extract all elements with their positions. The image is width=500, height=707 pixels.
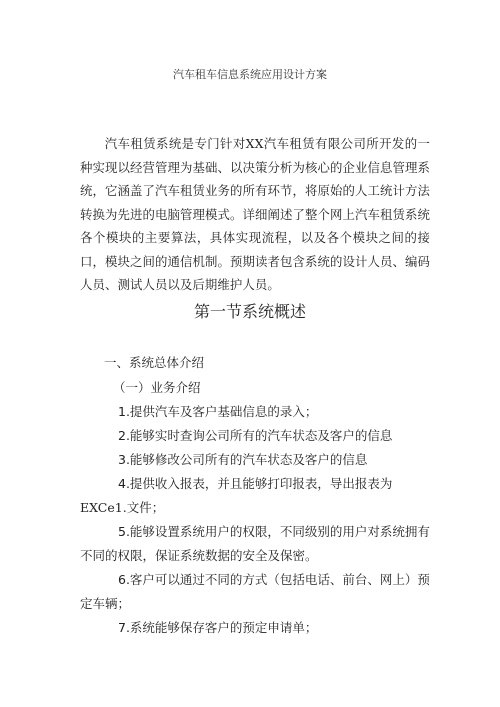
list-item-text: .能够实时查询公司所有的汽车状态及客户的信息	[125, 428, 393, 443]
list-item	[80, 448, 432, 472]
list-item-number: 1	[118, 404, 126, 419]
list-item-number: 3	[118, 452, 126, 467]
feature-list	[80, 400, 432, 640]
list-item-number: 7	[118, 620, 126, 635]
intro-paragraph: 汽车租赁系统是专门针对XX汽车租赁有限公司所开发的一种实现以经营管理为基础、以决策分析为核心的企业信息管理系统，它涵盖了汽车租赁业务的所有环节，将原始的人工统计方法转换为先进的电脑管理模式。详细阐述了整个网上汽车租赁系统各个模块的主要算法，具体实现流程，以及各个模块之间的接口，模块之间的通信机制。预期读者包含系统的设计人员、编码人员、测试人员以及后期维护人员。	[80, 136, 430, 292]
list-item-number: 6	[118, 572, 126, 587]
list-item-number: 4	[118, 476, 126, 491]
list-item-text: .系统能够保存客户的预定申请单；	[125, 620, 318, 635]
list-item	[80, 568, 432, 616]
outline-level-1-heading: 一、系统总体介绍	[104, 355, 205, 370]
list-item-text: .提供收入报表，并且能够打印报表，导出报表为EXCe1.文件；	[80, 476, 393, 515]
list-item	[80, 400, 432, 424]
list-item-text: .提供汽车及客户基础信息的录入；	[125, 404, 318, 419]
outline-level-2-heading: （一）业务介绍	[113, 380, 201, 395]
section-heading: 第一节系统概述	[193, 302, 306, 321]
list-item	[80, 520, 432, 568]
list-item-number: 5	[118, 524, 126, 539]
list-item-number: 2	[118, 428, 126, 443]
list-item-text: .能够修改公司所有的汽车状态及客户的信息	[125, 452, 368, 467]
list-item	[80, 472, 432, 520]
list-item-text: .客户可以通过不同的方式（包括电话、前台、网上）预定车辆；	[80, 572, 430, 611]
list-item	[80, 424, 432, 448]
list-item	[80, 616, 432, 640]
list-item-text: .能够设置系统用户的权限，不同级别的用户对系统拥有不同的权限，保证系统数据的安全及保密。	[80, 524, 430, 563]
document-title: 汽车租车信息系统应用设计方案	[173, 68, 327, 81]
